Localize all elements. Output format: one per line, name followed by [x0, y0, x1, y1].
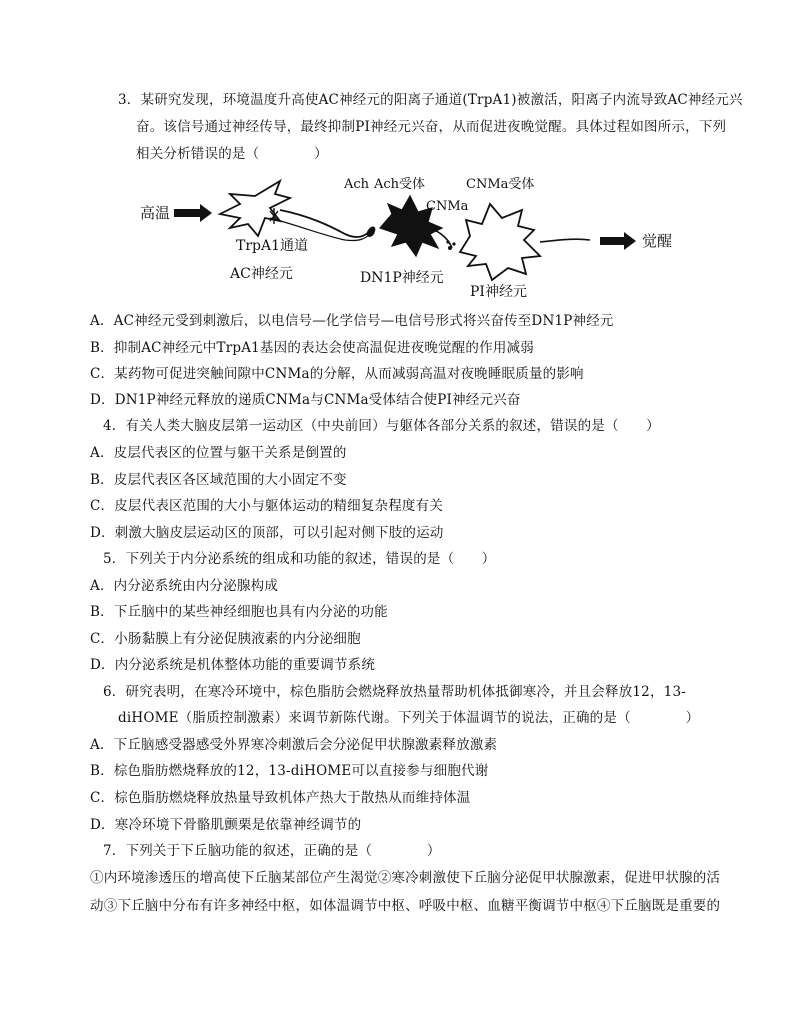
wake-arrow: [600, 232, 636, 250]
neuron-diagram: [130, 166, 690, 306]
label-pi-neuron: PI神经元: [470, 284, 527, 300]
q3-option-d: D．DN1P神经元释放的递质CNMa与CNMa受体结合使PI神经元兴奋: [90, 392, 521, 408]
high-temp-arrow: [174, 204, 212, 222]
pi-neuron-body: [460, 204, 540, 280]
q6-stem-line-1: 6．研究表明，在寒冷环境中，棕色脂肪会燃烧释放热量帮助机体抵御寒冷，并且会释放12，13-: [103, 684, 687, 700]
label-ach-receptor: Ach受体: [374, 177, 426, 192]
ac-axon: [280, 210, 370, 237]
q4-option-d: D．刺激大脑皮层运动区的顶部，可以引起对侧下肢的运动: [90, 525, 444, 541]
q6-option-d: D．寒冷环境下骨骼肌颤栗是依靠神经调节的: [90, 817, 362, 833]
q5-option-b: B．下丘脑中的某些神经细胞也具有内分泌的功能: [90, 604, 388, 620]
q3-option-a: A．AC神经元受到刺激后，以电信号—化学信号—电信号形式将兴奋传至DN1P神经元: [90, 313, 614, 329]
q3-stem-line-2: 奋。该信号通过神经传导，最终抑制PI神经元兴奋，从而促进夜晚觉醒。具体过程如图所示，下列: [136, 119, 727, 135]
q7-stem: 7．下列关于下丘脑功能的叙述，正确的是（ ）: [103, 843, 441, 859]
label-trpa1: TrpA1通道: [236, 238, 309, 254]
q7-body-line-2: 动③下丘脑中分布有许多神经中枢，如体温调节中枢、呼吸中枢、血糖平衡调节中枢④下丘脑既是重要的: [90, 898, 721, 914]
q3-option-c: C．某药物可促进突触间隙中CNMa的分解，从而减弱高温对夜晚睡眠质量的影响: [90, 366, 584, 382]
label-wake: 觉醒: [642, 232, 673, 250]
q5-option-a: A．内分泌系统由内分泌腺构成: [90, 578, 279, 594]
q7-body-line-1: ①内环境渗透压的增高使下丘脑某部位产生渴觉②寒冷刺激使下丘脑分泌促甲状腺激素，促进甲状腺的活: [90, 870, 721, 886]
label-cnma: CNMa: [426, 199, 469, 214]
label-high-temp: 高温: [140, 204, 171, 222]
ac-neuron-body: [220, 181, 290, 236]
label-cnma-receptor: CNMa受体: [466, 177, 535, 192]
q5-option-d: D．内分泌系统是机体整体功能的重要调节系统: [90, 657, 376, 673]
q3-stem-line-1: 3．某研究发现，环境温度升高使AC神经元的阳离子通道(TrpA1)被激活，阳离子内流导致AC神经元兴: [118, 92, 743, 108]
label-dn1p-neuron: DN1P神经元: [360, 270, 444, 286]
q3-option-b: B．抑制AC神经元中TrpA1基因的表达会使高温促进夜晚觉醒的作用减弱: [90, 340, 534, 356]
q5-stem: 5．下列关于内分泌系统的组成和功能的叙述，错误的是（ ）: [103, 551, 496, 567]
q6-option-c: C．棕色脂肪燃烧释放热量导致机体产热大于散热从而维持体温: [90, 790, 471, 806]
label-ac-neuron: AC神经元: [230, 266, 293, 282]
q4-option-a: A．皮层代表区的位置与躯干关系是倒置的: [90, 445, 347, 461]
q5-option-c: C．小肠黏膜上有分泌促胰液素的内分泌细胞: [90, 631, 361, 647]
q4-option-c: C．皮层代表区范围的大小与躯体运动的精细复杂程度有关: [90, 498, 444, 514]
q4-option-b: B．皮层代表区各区域范围的大小固定不变: [90, 472, 347, 488]
pi-axon: [540, 239, 590, 242]
q4-stem: 4．有关人类大脑皮层第一运动区（中央前回）与躯体各部分关系的叙述，错误的是（ ）: [103, 418, 660, 434]
q6-stem-line-2: diHOME（脂质控制激素）来调节新陈代谢。下列关于体温调节的说法，正确的是（ ）: [118, 710, 700, 726]
q3-stem-line-3: 相关分析错误的是（ ）: [136, 146, 328, 162]
q6-option-a: A．下丘脑感受器感受外界寒冷刺激后会分泌促甲状腺激素释放激素: [90, 737, 498, 753]
q6-option-b: B．棕色脂肪燃烧释放的12，13-diHOME可以直接参与细胞代谢: [90, 763, 489, 779]
label-ach: Ach: [344, 177, 370, 192]
synapse-ac-dn1p: [367, 227, 376, 237]
